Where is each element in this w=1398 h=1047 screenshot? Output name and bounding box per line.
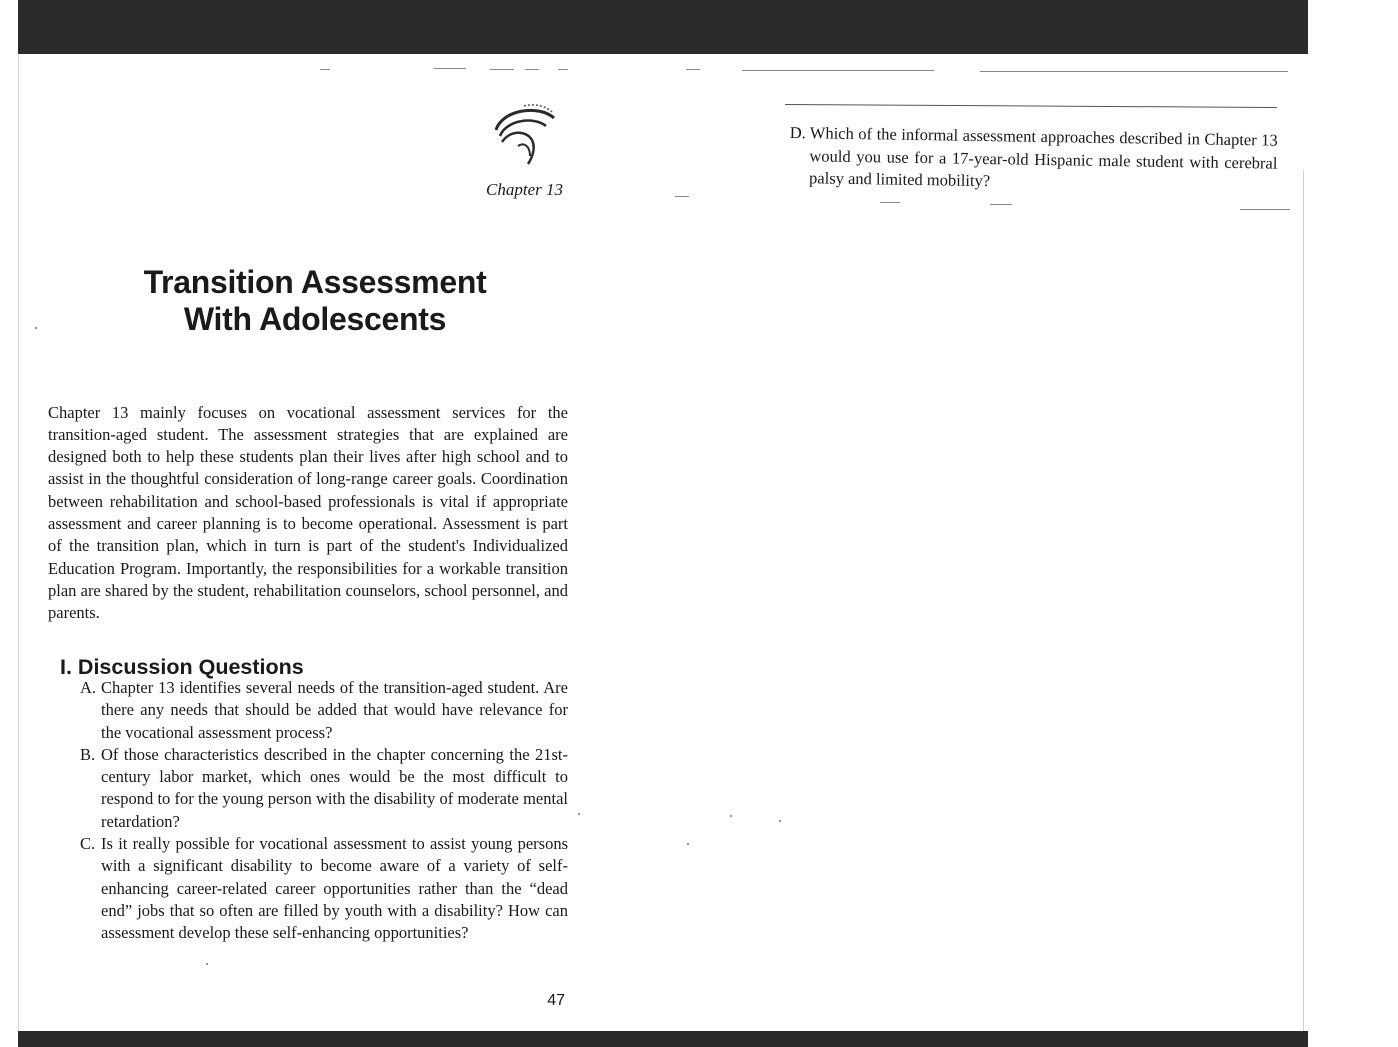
chapter-title-line-2: With Adolescents: [183, 301, 447, 338]
scan-artifact: [686, 69, 700, 70]
scan-artifact: [880, 202, 900, 203]
question-text: Of those characteristics described in the chapter concerning the 21st-century labor market, which ones would be the most difficult to respond to for the young person with the disability of moderate mental retardation?: [101, 744, 568, 831]
scan-artifact: [675, 196, 689, 197]
question-c: [78, 833, 568, 944]
right-page-header-rule: [785, 104, 1277, 108]
scan-speck: [206, 963, 208, 965]
question-text: Chapter 13 identifies several needs of the transition-aged student. Are there any needs that should be added that would have relevance for the vocational assessment process?: [101, 678, 568, 742]
scan-artifact: [434, 68, 466, 69]
scanner-top-bar: [18, 0, 1308, 54]
chapter-title: [90, 264, 540, 338]
scan-speck: [35, 327, 37, 329]
scan-artifact: [742, 70, 934, 71]
scanner-bottom-bar: [18, 1031, 1308, 1047]
question-letter: A.: [80, 678, 97, 697]
chapter-label: Chapter 13: [486, 180, 563, 199]
scan-speck: [730, 815, 732, 817]
chapter-intro-paragraph: Chapter 13 mainly focuses on vocational assessment services for the transition-aged student. The assessment strategies that are explained are designed both to help these students plan their lives after high school and to assist in the thoughtful consideration of long-range career goals. Coordination between rehabilitation and school-based professionals is vital if appropriate assessment and career planning is to become operational. Assessment is part of the transition plan, which in turn is part of the student's Individualized Education Program. Importantly, the responsibilities for a workable transition plan are shared by the student, rehabilitation counselors, school personnel, and parents.: [48, 402, 568, 623]
section-heading: I. Discussion Questions: [60, 654, 304, 679]
question-a: [78, 677, 568, 744]
page-edge-left: [18, 54, 19, 1031]
page-edge-right: [1303, 170, 1304, 1031]
question-text: Is it really possible for vocational assessment to assist young persons with a significant disability to become aware of a variety of self-enhancing career-related career opportunities rather than the “dead end” jobs that so often are filled by youth with a disability? How can assessment develop these self-enhancing opportunities?: [101, 834, 568, 943]
scan-artifact: [490, 69, 514, 70]
question-b: [78, 744, 568, 833]
scan-artifact: [320, 69, 330, 70]
scan-speck: [687, 843, 689, 845]
chapter-ornament-icon: [488, 100, 560, 172]
chapter-title-line-1: Transition Assessment: [143, 264, 487, 301]
discussion-questions-list: [78, 677, 568, 945]
scan-artifact: [990, 204, 1012, 205]
question-letter: D.: [789, 122, 807, 143]
page-number: 47: [547, 992, 565, 1009]
scan-speck: [578, 813, 580, 815]
question-text: Which of the informal assessment approaches described in Chapter 13 would you use for a 17-year-old Hispanic male student with cerebral palsy and limited mobility?: [808, 123, 1278, 191]
scan-artifact: [525, 69, 539, 70]
question-letter: B.: [80, 744, 96, 764]
scan-speck: [779, 820, 781, 822]
scan-artifact: [558, 69, 568, 70]
question-letter: C.: [80, 834, 96, 854]
question-d: [789, 122, 1278, 197]
scan-artifact: [1240, 209, 1290, 210]
scan-artifact: [980, 71, 1288, 72]
